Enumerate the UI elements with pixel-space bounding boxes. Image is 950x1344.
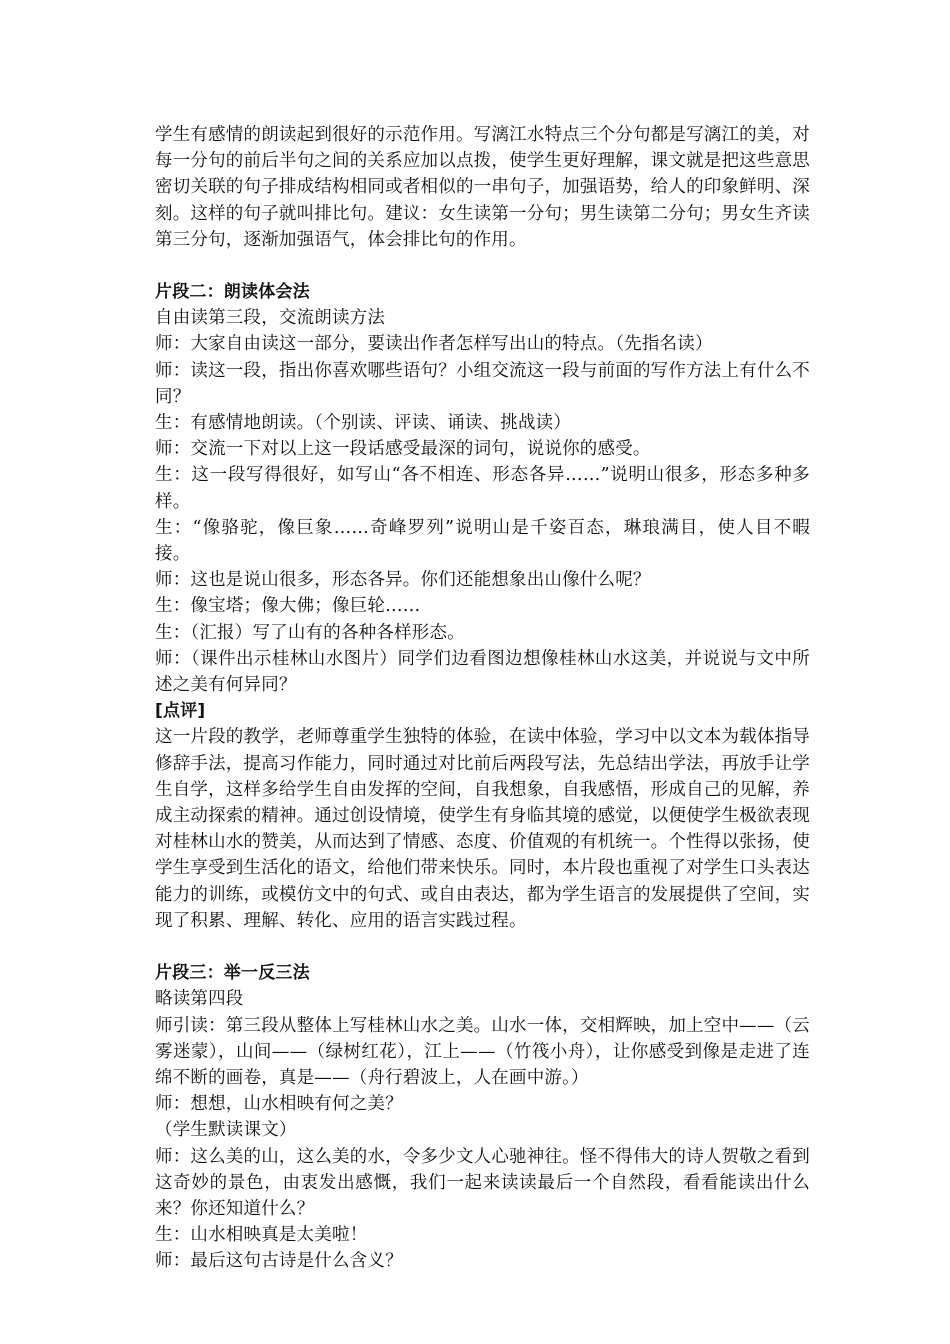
section2-line: 师：交流一下对以上这一段话感受最深的词句，说说你的感受。 xyxy=(155,439,651,460)
section3-line: 师：想想，山水相映有何之美？ xyxy=(155,1094,403,1115)
section3-line: 师：这么美的山，这么美的水，令多少文人心驰神往。怪不得伟大的诗人贺敬之看到这奇妙的景色，由衷发出感慨，我们一起来读读最后一个自然段，看看能读出什么来？你还知道什么？ xyxy=(155,1146,810,1219)
comment-label: [点评] xyxy=(155,701,206,722)
section3-line: 生：山水相映真是太美啦！ xyxy=(155,1225,368,1246)
section3-line: 师：最后这句古诗是什么含义？ xyxy=(155,1251,403,1272)
section2-line: 生：这一段写得很好，如写山“各不相连、形态各异……”说明山很多，形态多种多样。 xyxy=(155,465,810,512)
section2-line: 师：大家自由读这一部分，要读出作者怎样写出山的特点。（先指名读） xyxy=(155,334,713,355)
section2-line: 自由读第三段，交流朗读方法 xyxy=(155,308,386,329)
section3-line: 略读第四段 xyxy=(155,989,244,1010)
section3-heading: 片段三：举一反三法 xyxy=(155,963,310,984)
section2-line: 生：有感情地朗读。（个别读、评读、诵读、挑战读） xyxy=(155,413,572,434)
section2-line: 生：像宝塔；像大佛；像巨轮…… xyxy=(155,596,421,617)
intro-paragraph: 学生有感情的朗读起到很好的示范作用。写漓江水特点三个分句都是写漓江的美，对每一分句的前后半句之间的关系应加以点拨，使学生更好理解，课文就是把这些意思密切关联的句子排成结构相同或者相似的一串句子，加强语势，给人的印象鲜明、深刻。这样的句子就叫排比句。建议：女生读第一分句；男生读第二分句；男女生齐读第三分句，逐渐加强语气，体会排比句的作用。 xyxy=(155,125,810,250)
section3-line: （学生默读课文） xyxy=(155,1120,297,1141)
section2-line: 生：“像骆驼，像巨象……奇峰罗列”说明山是千姿百态，琳琅满目，使人目不暇接。 xyxy=(155,517,810,565)
section2-heading: 片段二：朗读体会法 xyxy=(155,282,310,303)
section2-line: 师：这也是说山很多，形态各异。你们还能想象出山像什么呢？ xyxy=(155,570,651,591)
section2-line: 师：读这一段，指出你喜欢哪些语句？小组交流这一段与前面的写作方法上有什么不同？ xyxy=(155,360,810,407)
document-page xyxy=(155,122,810,1275)
spacer xyxy=(155,934,810,960)
section2-line: 生：（汇报）写了山有的各种各样形态。 xyxy=(155,622,465,643)
section3-line: 师引读：第三段从整体上写桂林山水之美。山水一体，交相辉映，加上空中——（云雾迷蒙），山间——（绿树红花），江上——（竹筏小舟），让你感受到像是走进了连绵不断的画卷，真是——（舟行碧波上，人在画中游。） xyxy=(155,1015,810,1088)
spacer xyxy=(155,253,810,279)
section2-line: 师：（课件出示桂林山水图片）同学们边看图边想像桂林山水这美，并说说与文中所述之美有何异同？ xyxy=(155,648,810,696)
comment-paragraph: 这一片段的教学，老师尊重学生独特的体验，在读中体验，学习中以文本为载体指导修辞手法，提高习作能力，同时通过对比前后两段写法，先总结出学法，再放手让学生自学，这样多给学生自由发挥的空间，自我想象，自我感悟，形成自己的见解，养成主动探索的精神。通过创设情境，使学生有身临其境的感觉，以便使学生极欲表现对桂林山水的赞美，从而达到了情感、态度、价值观的有机统一。个性得以张扬，使学生享受到生活化的语文，给他们带来快乐。同时，本片段也重视了对学生口头表达能力的训练，或模仿文中的句式、或自由表达，都为学生语言的发展提供了空间，实现了积累、理解、转化、应用的语言实践过程。 xyxy=(155,727,810,931)
